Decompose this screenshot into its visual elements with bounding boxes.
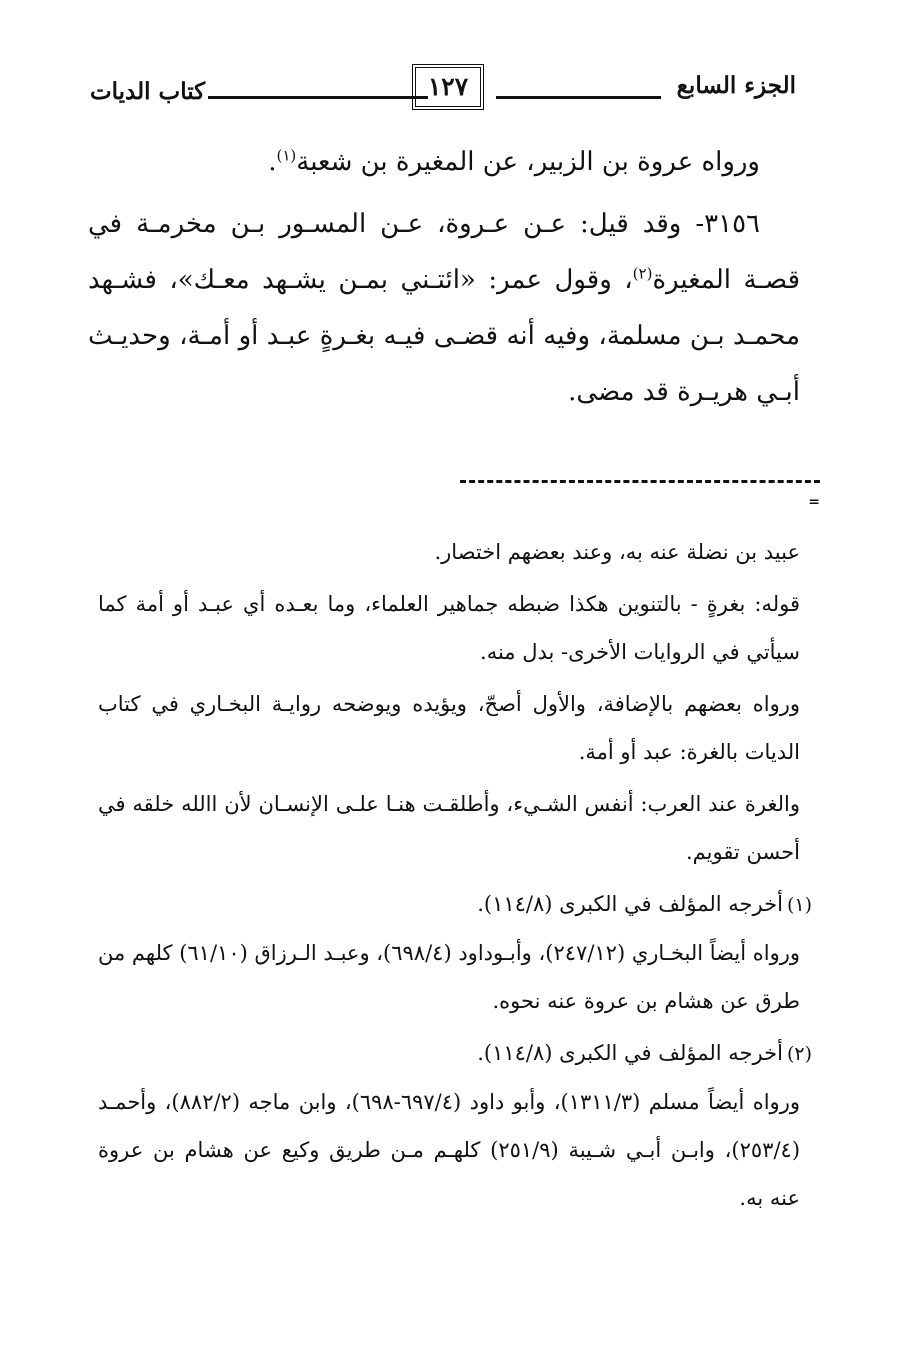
p2-text-b: ، وقول عمر: «ائتـني بمـن يشـهد معـك»، فشـهد محمـد بـن مسلمة، وفيه أنه قضـى فيـه بغـرةٍ عبـد أو أمـة، وحديـث أبـي هريـرة قد مضى. [88,265,800,407]
p1-text: ورواه عروة بن الزبير، عن المغيرة بن شعبة [296,147,760,177]
header-rule-right [496,96,661,99]
footnote-1 [98,880,812,929]
main-paragraph-2 [88,196,800,420]
page-number: ١٢٧ [412,64,484,110]
footnote-2-number: (٢) [786,1043,812,1065]
footnote-2 [98,1029,812,1078]
note-continuation-3: ورواه بعضهم بالإضافة، والأول أصحّ، ويؤيده ويوضحه روايـة البخـاري في كتاب الديات بالغرة: عبد أو أمة. [98,692,800,764]
chapter-title: كتاب الديات [90,78,206,105]
note-continuation-4: والغرة عند العرب: أنفس الشـيء، وأطلقـت هنـا علـى الإنسـان لأن االله خلقه في أحسن تقويم. [98,792,800,864]
footnote-separator [460,480,820,483]
footnote-ref-1: (١) [276,146,297,165]
continuation-mark: = [808,494,820,510]
page-header [90,62,796,122]
footnote-1-text: أخرجه المؤلف في الكبرى (١١٤/٨). [477,892,783,916]
footnotes [98,528,812,1226]
p1-end: . [268,147,277,177]
footnote-ref-2: (٢) [632,264,653,283]
main-text [88,134,800,420]
note-continuation-2: قوله: بغرةٍ - بالتنوين هكذا ضبطه جماهير العلماء، وما بعـده أي عبـد أو أمة كما سيأتي في الروايات الأخرى- بدل منه. [98,592,800,664]
volume-title: الجزء السابع [676,72,796,99]
footnote-2-detail: ورواه أيضاً مسلم (١٣١١/٣)، وأبو داود (٦٩٧/٤-٦٩٨)، وابن ماجه (٨٨٢/٢)، وأحمـد (٢٥٣/٤)، وابـن أبـي شـيبة (٢٥١/٩) كلهـم مـن طريق وكيع عن هشام بن عروة عنه به. [98,1090,801,1210]
footnote-1-number: (١) [786,894,812,916]
main-paragraph-1 [88,134,800,190]
p2-text-a: ٣١٥٦- وقد قيل: عـن عـروة، عـن المسـور بـن مخرمـة في قصـة المغيرة [88,209,800,295]
header-rule-left [208,96,428,99]
footnote-1-detail: ورواه أيضاً البخـاري (٢٤٧/١٢)، وأبـوداود (٦٩٨/٤)، وعبـد الـرزاق (٦١/١٠) كلهم من طرق عن هشام بن عروة عنه نحوه. [98,941,801,1013]
note-continuation-1: عبيد بن نضلة عنه به، وعند بعضهم اختصار. [434,540,800,564]
footnote-2-text: أخرجه المؤلف في الكبرى (١١٤/٨). [477,1041,783,1065]
